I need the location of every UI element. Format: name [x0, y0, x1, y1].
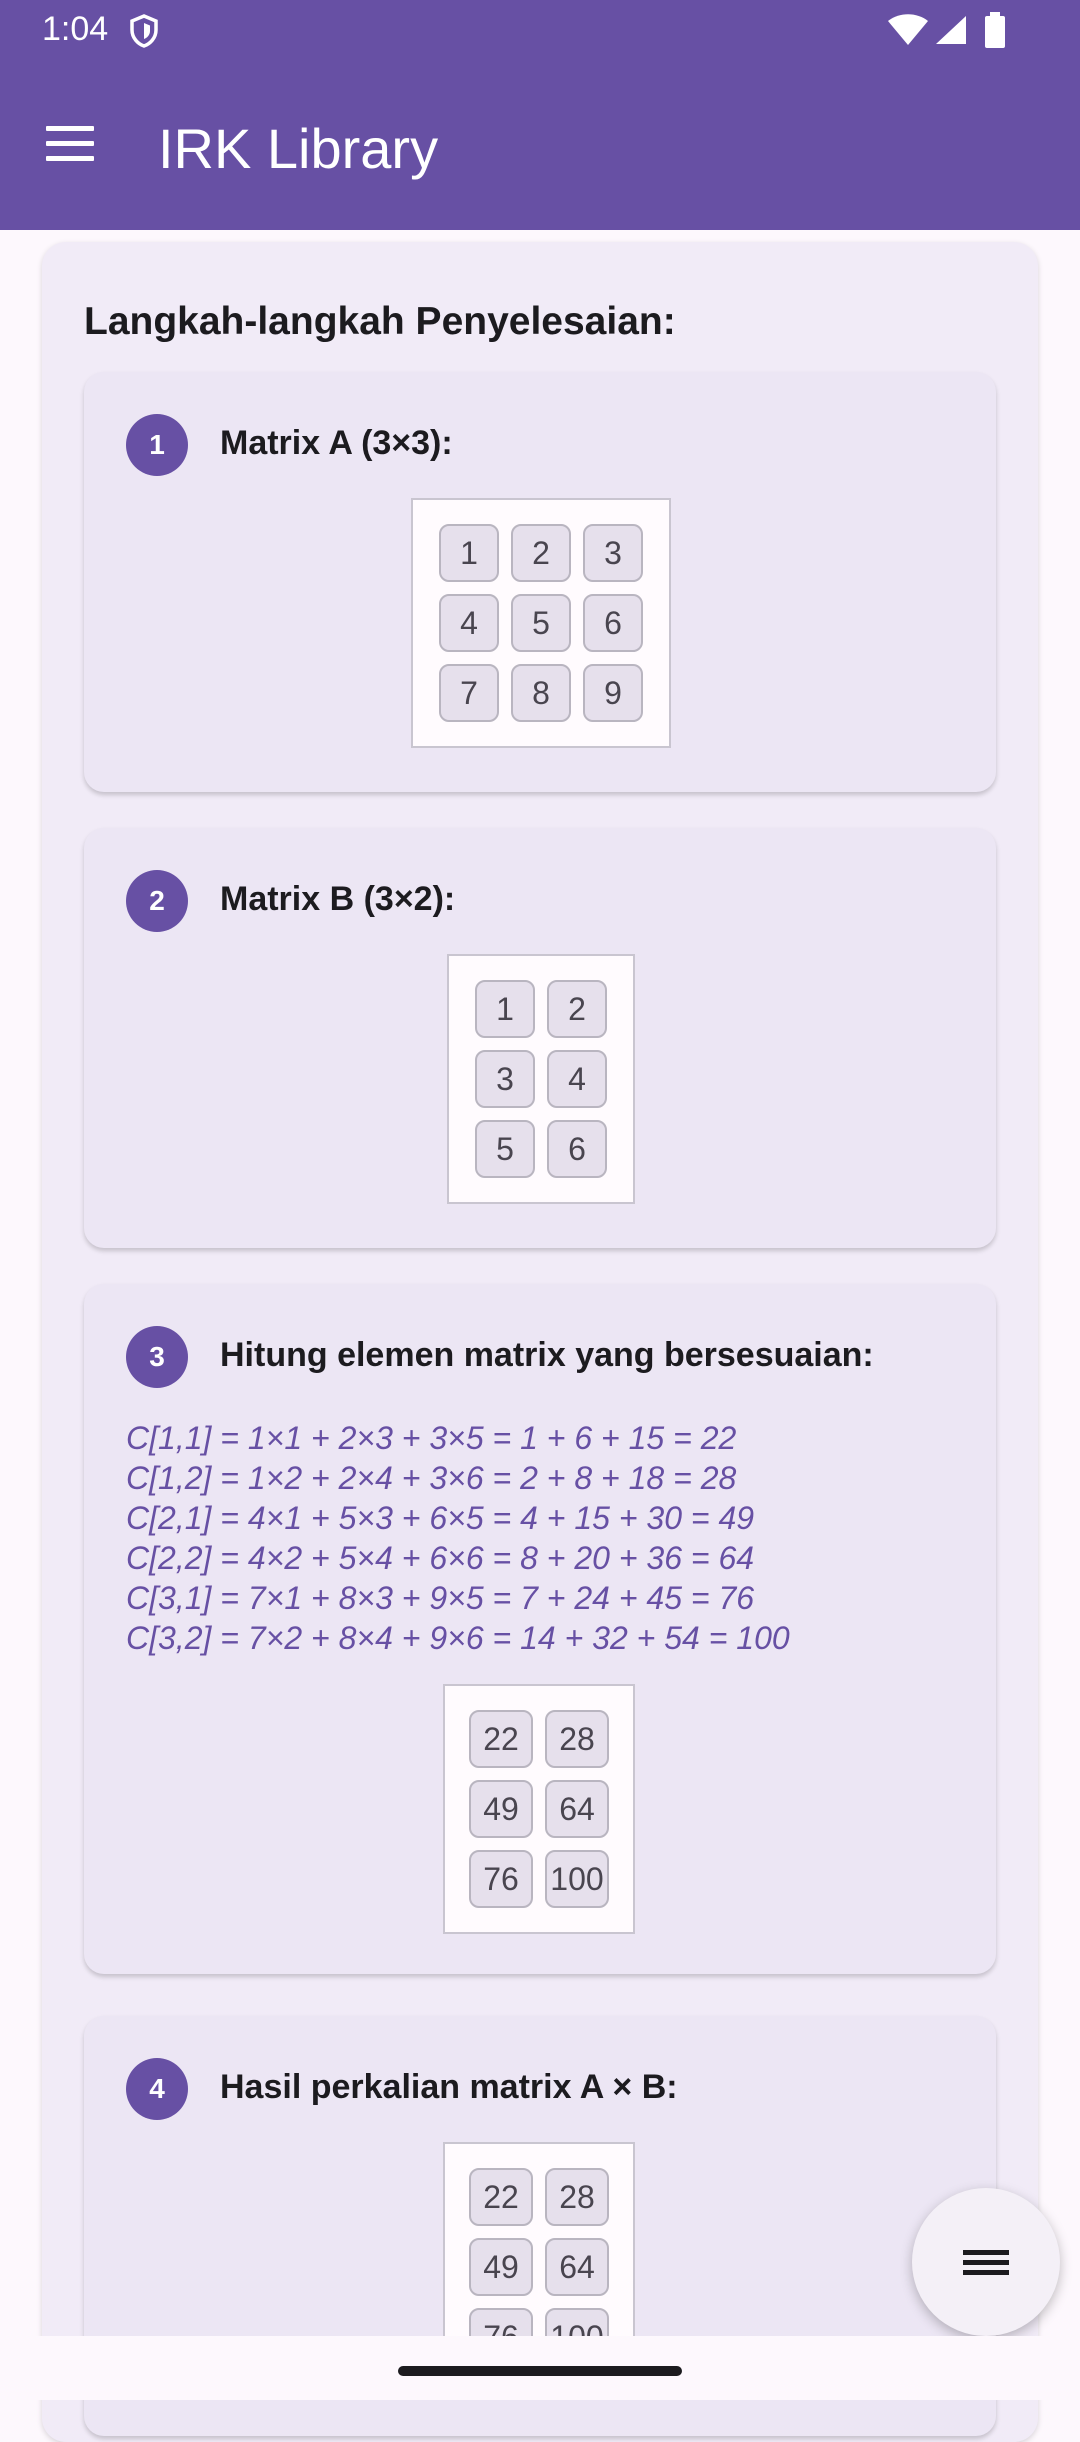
matrix-cell: 5: [475, 1120, 535, 1178]
home-handle[interactable]: [398, 2366, 682, 2376]
step-title: Hasil perkalian matrix A × B:: [220, 2068, 678, 2106]
step-number-badge: 4: [126, 2058, 188, 2120]
content-scroll[interactable]: [0, 230, 1080, 2336]
matrix-cell: 2: [547, 980, 607, 1038]
matrix-c-intermediate: [443, 1684, 635, 1934]
step-3-card: [84, 1284, 996, 1974]
matrix-b: [447, 954, 635, 1204]
status-bar: [0, 0, 1080, 62]
matrix-cell: 28: [545, 1710, 609, 1768]
matrix-cell: 1: [475, 980, 535, 1038]
formula-line: C[1,2] = 1×2 + 2×4 + 3×6 = 2 + 8 + 18 = 28: [126, 1460, 737, 1496]
matrix-cell: 49: [469, 1780, 533, 1838]
formula-line: C[2,1] = 4×1 + 5×3 + 6×5 = 4 + 15 + 30 = 49: [126, 1500, 755, 1536]
matrix-a: [411, 498, 671, 748]
matrix-cell: 5: [511, 594, 571, 652]
matrix-cell: 9: [583, 664, 643, 722]
formula-list: [126, 1418, 790, 1658]
fab-menu-button[interactable]: [912, 2188, 1060, 2336]
matrix-cell: 28: [545, 2168, 609, 2226]
step-title: Hitung elemen matrix yang bersesuaian:: [220, 1336, 874, 1374]
matrix-cell: 6: [547, 1120, 607, 1178]
matrix-cell: 3: [583, 524, 643, 582]
matrix-cell: 4: [547, 1050, 607, 1108]
formula-line: C[3,1] = 7×1 + 8×3 + 9×5 = 7 + 24 + 45 = 76: [126, 1580, 755, 1616]
formula-line: C[3,2] = 7×2 + 8×4 + 9×6 = 14 + 32 + 54 = 100: [126, 1620, 790, 1656]
matrix-cell: 64: [545, 2238, 609, 2296]
matrix-cell: 8: [511, 664, 571, 722]
matrix-cell: 7: [439, 664, 499, 722]
step-number-badge: 2: [126, 870, 188, 932]
matrix-cell: 22: [469, 2168, 533, 2226]
shield-icon: [130, 14, 158, 48]
menu-icon: [963, 2245, 1009, 2280]
step-title: Matrix B (3×2):: [220, 880, 456, 918]
matrix-cell: 64: [545, 1780, 609, 1838]
app-title: IRK Library: [158, 117, 439, 180]
matrix-cell: 49: [469, 2238, 533, 2296]
step-title: Matrix A (3×3):: [220, 424, 453, 462]
solution-card: [42, 242, 1038, 2442]
status-time: 1:04: [42, 10, 109, 48]
matrix-cell: 2: [511, 524, 571, 582]
step-number-badge: 1: [126, 414, 188, 476]
app-bar: [0, 62, 1080, 230]
matrix-cell: 3: [475, 1050, 535, 1108]
matrix-cell: 22: [469, 1710, 533, 1768]
step-number-badge: 3: [126, 1326, 188, 1388]
matrix-cell: 4: [439, 594, 499, 652]
gesture-nav-bar: [0, 2336, 1080, 2400]
step-2-card: [84, 828, 996, 1248]
matrix-cell: 100: [545, 1850, 609, 1908]
step-1-card: [84, 372, 996, 792]
signal-icon: [934, 14, 968, 46]
formula-line: C[1,1] = 1×1 + 2×3 + 3×5 = 1 + 6 + 15 = 22: [126, 1420, 737, 1456]
matrix-cell: 1: [439, 524, 499, 582]
wifi-icon: [888, 14, 928, 46]
matrix-cell: 6: [583, 594, 643, 652]
solution-heading: Langkah-langkah Penyelesaian:: [84, 300, 676, 343]
battery-icon: [984, 12, 1006, 48]
matrix-cell: 76: [469, 1850, 533, 1908]
formula-line: C[2,2] = 4×2 + 5×4 + 6×6 = 8 + 20 + 36 = 64: [126, 1540, 755, 1576]
menu-icon[interactable]: [46, 126, 98, 166]
